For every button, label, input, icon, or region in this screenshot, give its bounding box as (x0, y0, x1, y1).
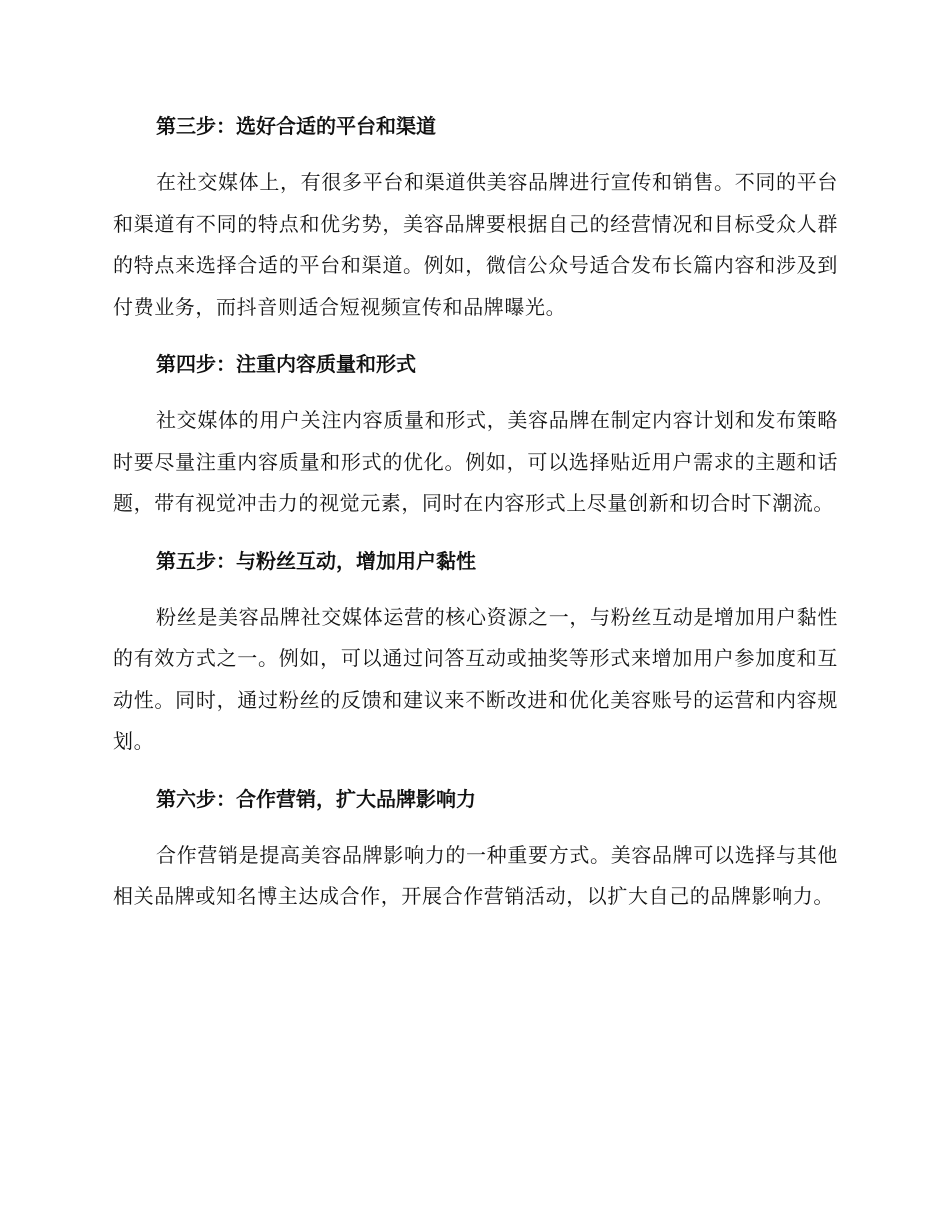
section-paragraph-step-5: 粉丝是美容品牌社交媒体运营的核心资源之一，与粉丝互动是增加用户黏性的有效方式之一。例如，可以通过问答互动或抽奖等形式来增加用户参加度和互动性。同时，通过粉丝的反馈和建议来不断改进和优化美容账号的运营和内容规划。 (113, 604, 838, 753)
document-body (113, 104, 838, 932)
section-heading-step-4: 第四步：注重内容质量和形式 (156, 352, 416, 376)
section-heading-step-3: 第三步：选好合适的平台和渠道 (156, 114, 436, 138)
section-paragraph-step-3: 在社交媒体上，有很多平台和渠道供美容品牌进行宣传和销售。不同的平台和渠道有不同的特点和优劣势，美容品牌要根据自己的经营情况和目标受众人群的特点来选择合适的平台和渠道。例如，微信公众号适合发布长篇内容和涉及到付费业务，而抖音则适合短视频宣传和品牌曝光。 (113, 170, 838, 319)
section-paragraph-step-4: 社交媒体的用户关注内容质量和形式，美容品牌在制定内容计划和发布策略时要尽量注重内容质量和形式的优化。例如，可以选择贴近用户需求的主题和话题，带有视觉冲击力的视觉元素，同时在内容形式上尽量创新和切合时下潮流。 (113, 408, 838, 515)
section-heading-step-6: 第六步：合作营销，扩大品牌影响力 (156, 786, 476, 811)
section-heading-step-5: 第五步：与粉丝互动，增加用户黏性 (156, 548, 476, 573)
section-paragraph-step-6: 合作营销是提高美容品牌影响力的一种重要方式。美容品牌可以选择与其他相关品牌或知名博主达成合作，开展合作营销活动，以扩大自己的品牌影响力。 (113, 842, 838, 908)
